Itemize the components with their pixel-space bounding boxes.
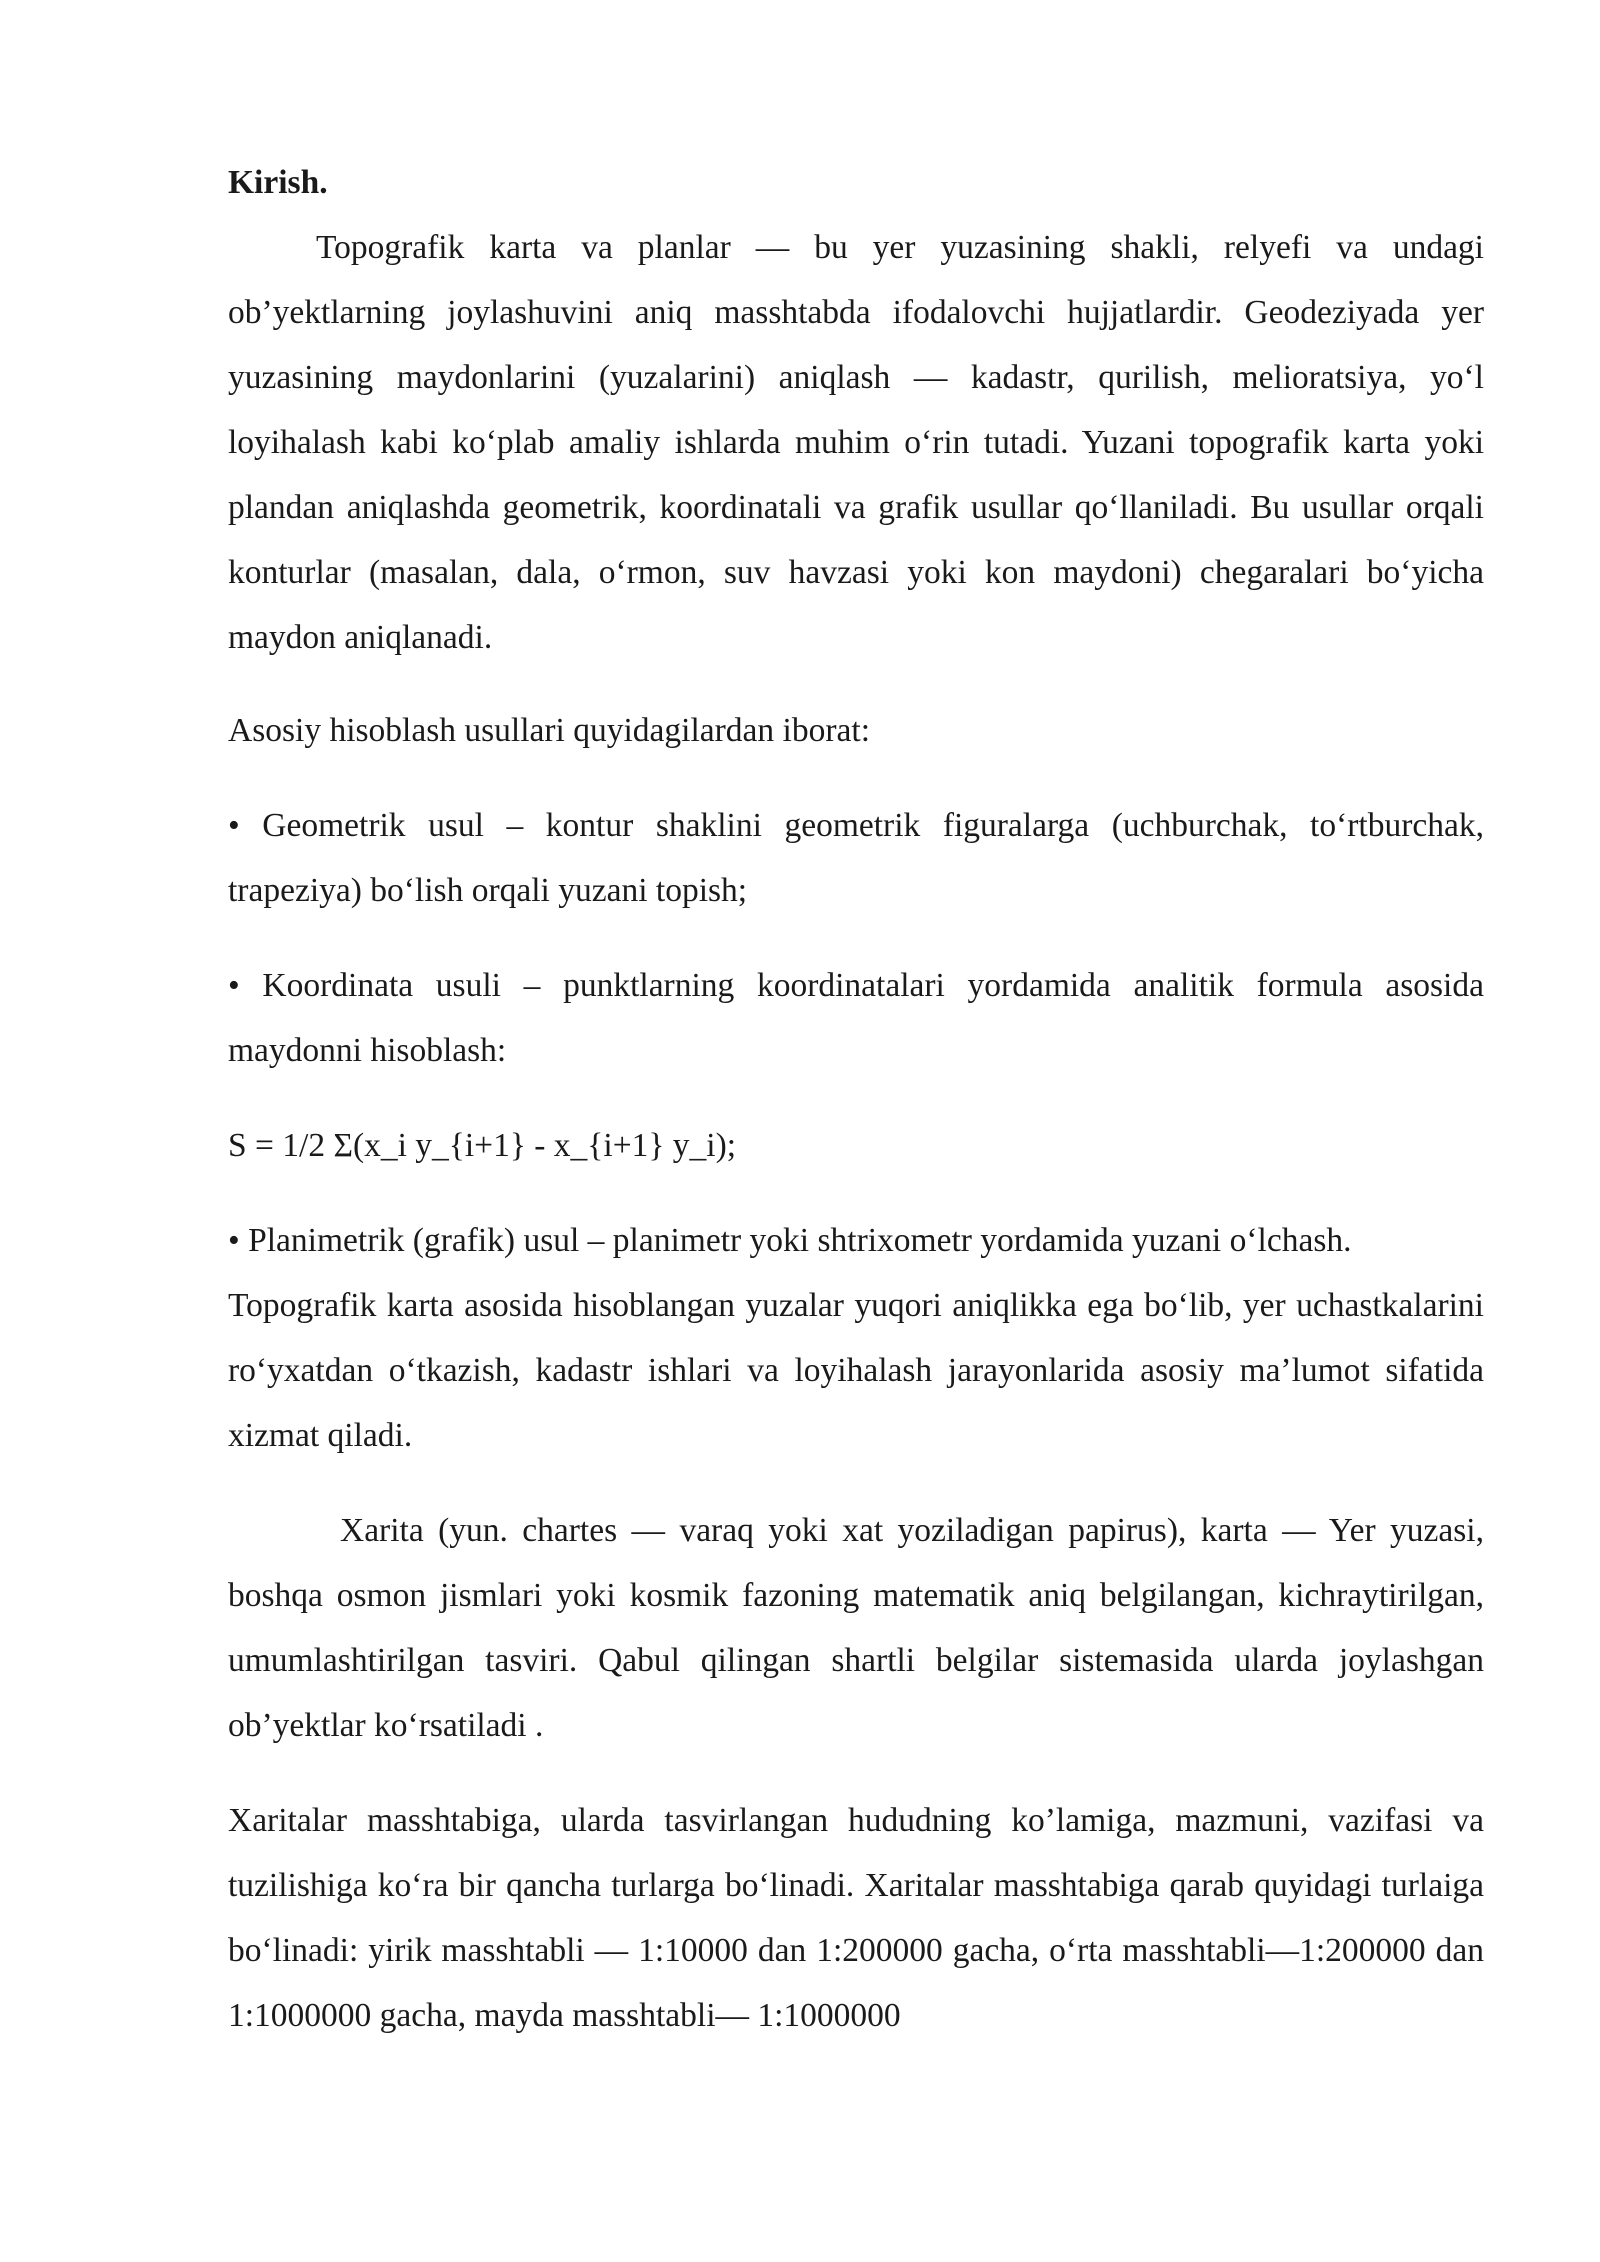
coordinate-method-item: • Koordinata usuli – punktlarning koordinatalari yordamida analitik formula asosida maydonni hisoblash: <box>228 967 1484 1069</box>
area-formula: S = 1/2 Σ(x_i y_{i+1} - x_{i+1} y_i); <box>228 1127 737 1164</box>
map-definition-paragraph: Xarita (yun. chartes — varaq yoki xat yoziladigan papirus), karta — Yer yuzasi, boshqa osmon jismlari yoki kosmik fazoning matematik aniq belgilangan, kichraytirilgan, umumlashtirilgan tasviri. Qabul qilingan shartli belgilar sistemasida ularda joylashgan ob’yektlar ko‘rsatiladi . <box>228 1512 1484 1744</box>
geometric-method-item: • Geometrik usul – kontur shaklini geometrik figuralarga (uchburchak, to‘rtburchak, trapeziya) bo‘lish orqali yuzani topish; <box>228 807 1484 909</box>
planimetric-method-item: • Planimetrik (grafik) usul – planimetr yoki shtrixometr yordamida yuzani o‘lchash. <box>228 1222 1352 1259</box>
methods-intro-paragraph: Asosiy hisoblash usullari quyidagilardan iborat: <box>228 712 870 749</box>
section-heading: Kirish. <box>228 164 328 201</box>
summary-paragraph: Topografik karta asosida hisoblangan yuzalar yuqori aniqlikka ega bo‘lib, yer uchastkalarini ro‘yxatdan o‘tkazish, kadastr ishlari va loyihalash jarayonlarida asosiy ma’lumot sifatida xizmat qiladi. <box>228 1287 1484 1454</box>
intro-paragraph: Topografik karta va planlar — bu yer yuzasining shakli, relyefi va undagi ob’yektlarning joylashuvini aniq masshtabda ifodalovchi hujjatlardir. Geodeziyada yer yuzasining maydonlarini (yuzalarini) aniqlash — kadastr, qurilish, melioratsiya, yo‘l loyihalash kabi ko‘plab amaliy ishlarda muhim o‘rin tutadi. Yuzani topografik karta yoki plandan aniqlashda geometrik, koordinatali va grafik usullar qo‘llaniladi. Bu usullar orqali konturlar (masalan, dala, o‘rmon, suv havzasi yoki kon maydoni) chegaralari bo‘yicha maydon aniqlanadi. <box>228 229 1484 656</box>
document-page <box>228 150 1484 2048</box>
map-classification-paragraph: Xaritalar masshtabiga, ularda tasvirlangan hududning ko’lamiga, mazmuni, vazifasi va tuzilishiga ko‘ra bir qancha turlarga bo‘linadi. Xaritalar masshtabiga qarab quyidagi turlaiga bo‘linadi: yirik masshtabli — 1:10000 dan 1:200000 gacha, o‘rta masshtabli—1:200000 dan 1:1000000 gacha, mayda masshtabli— 1:1000000 <box>228 1802 1484 2034</box>
